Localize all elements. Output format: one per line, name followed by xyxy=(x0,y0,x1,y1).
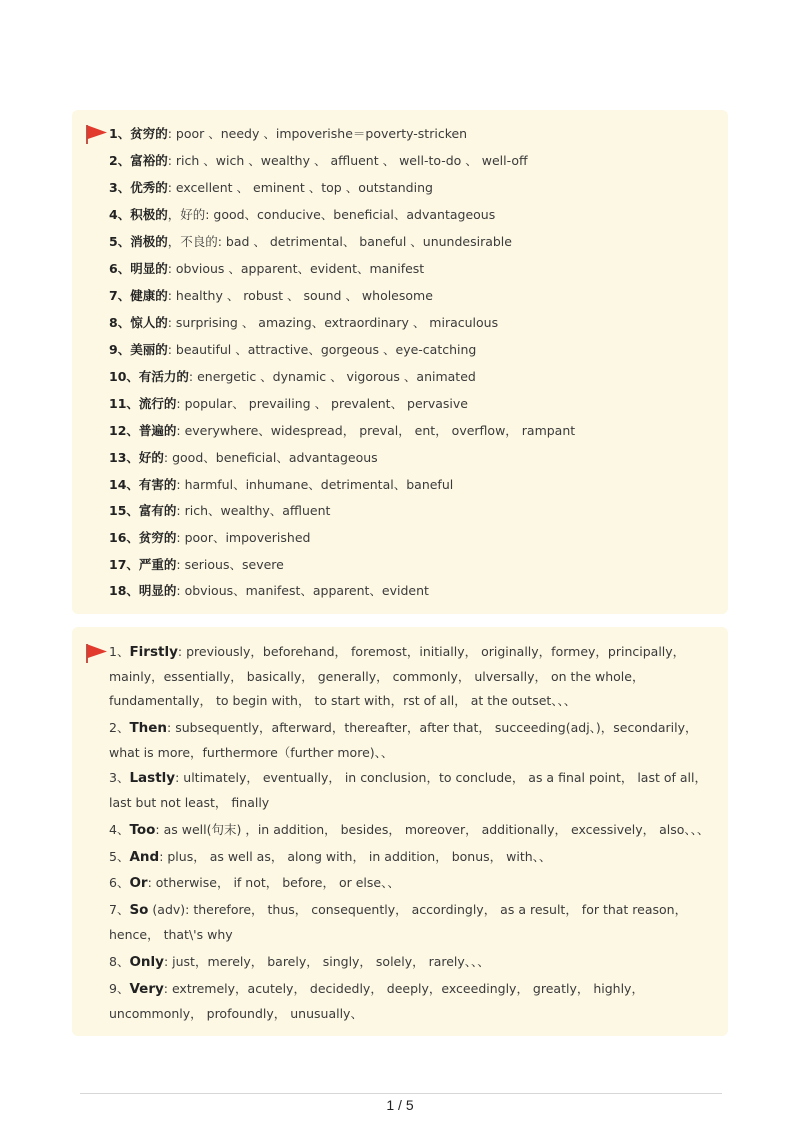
footer-divider xyxy=(80,1093,722,1094)
list-item: 9、Very: extremely，acutely， decidedly， deeply，exceedingly， greatly， highly， uncommonly， profoundly， unusually、 xyxy=(109,981,644,1021)
list-item: 12、普遍的: everywhere、widespread， preval， ent， overflow， rampant xyxy=(109,423,576,438)
list-item: 3、Lastly: ultimately， eventually， in conclusion，to conclude， as a final point， last of all， last but not least， finally xyxy=(109,770,707,810)
list-item: 4、Too: as well(句末) ，in addition， besides， moreover， additionally， excessively， also、、、 xyxy=(109,822,710,838)
list-item: 2、富裕的: rich 、wich 、wealthy 、 affluent 、 well-to-do 、 well-off xyxy=(109,153,528,168)
list-item: 5、消极的，不良的: bad 、 detrimental、 baneful 、unundesirable xyxy=(109,234,512,249)
red-flag-icon xyxy=(84,123,110,145)
list-item: 7、健康的: healthy 、 robust 、 sound 、 wholesome xyxy=(109,288,433,303)
list-item: 9、美丽的: beautiful 、attractive、gorgeous 、eye-catching xyxy=(109,342,477,357)
list-item: 8、Only: just，merely， barely， singly， solely， rarely、、、 xyxy=(109,954,490,970)
list-item: 5、And: plus， as well as， along with， in addition， bonus， with、、 xyxy=(109,849,552,865)
list-item: 4、积极的，好的: good、conducive、beneficial、advantageous xyxy=(109,207,496,222)
list-item: 10、有活力的: energetic 、dynamic 、 vigorous 、animated xyxy=(109,369,476,384)
list-item: 17、严重的: serious、severe xyxy=(109,557,284,572)
list-item: 1、贫穷的: poor 、needy 、impoverishe＝poverty-stricken xyxy=(109,126,468,141)
list-item: 8、惊人的: surprising 、 amazing、extraordinary 、 miraculous xyxy=(109,315,499,330)
list-item: 16、贫穷的: poor、impoverished xyxy=(109,530,311,545)
red-flag-icon xyxy=(84,642,110,664)
page-number: 1 / 5 xyxy=(386,1097,414,1113)
list-item: 3、优秀的: excellent 、 eminent 、top 、outstanding xyxy=(109,180,433,195)
list-item: 6、Or: otherwise， if not， before， or else、、 xyxy=(109,875,400,891)
list-item: 13、好的: good、beneficial、advantageous xyxy=(109,450,378,465)
adjective-synonyms-card xyxy=(72,110,728,614)
transition-words-card xyxy=(72,627,728,1036)
list-item: 7、So (adv): therefore， thus， consequently， accordingly， as a result， for that reason， hence， that\'s why xyxy=(109,902,688,942)
list-item: 11、流行的: popular、 prevailing 、 prevalent、 pervasive xyxy=(109,396,468,411)
list-item: 2、Then: subsequently，afterward，thereafter，after that， succeeding(adj、)，secondarily，what is more，furthermore（further more)、、 xyxy=(109,720,698,760)
list-item: 15、富有的: rich、wealthy、affluent xyxy=(109,503,331,518)
list-item: 6、明显的: obvious 、apparent、evident、manifest xyxy=(109,261,425,276)
list-item: 18、明显的: obvious、manifest、apparent、evident xyxy=(109,583,429,598)
list-item: 1、Firstly: previously，beforehand， foremost，initially， originally，formey，principally， mainly，essentially， basically， generally， commonly， ulversally， on the whole， fundamentally， to begin with， to start with，rst of all， at the outset、、、 xyxy=(109,644,686,708)
list-item: 14、有害的: harmful、inhumane、detrimental、baneful xyxy=(109,477,454,492)
